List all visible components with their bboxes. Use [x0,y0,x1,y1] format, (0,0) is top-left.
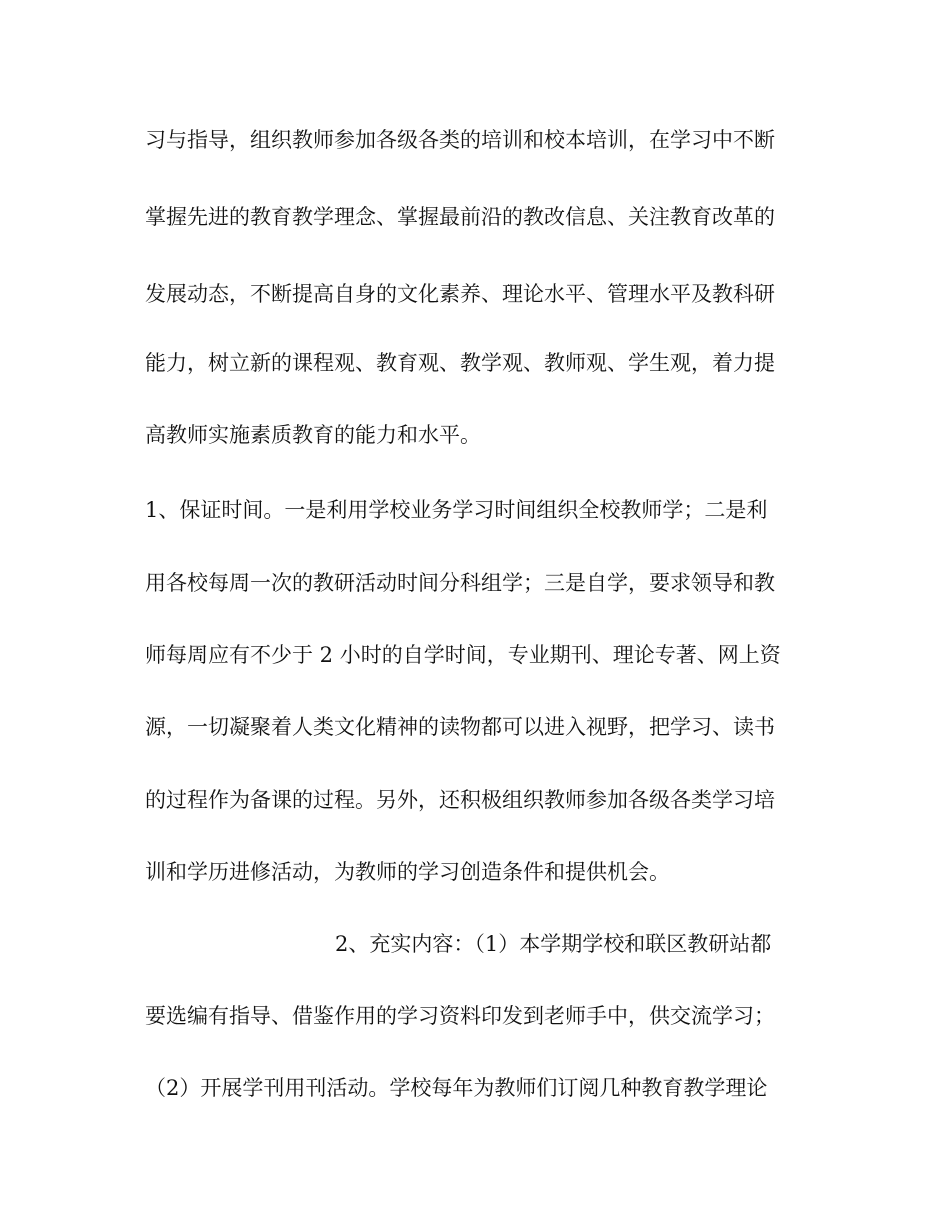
paragraph-line: 1、保证时间。一是利用学校业务学习时间组织全校教师学；二是利 [145,498,768,522]
paragraph-line: 要选编有指导、借鉴作用的学习资料印发到老师手中，供交流学习； [145,1004,775,1028]
paragraph-line: 高教师实施素质教育的能力和水平。 [145,423,481,447]
paragraph-line: 用各校每周一次的教研活动时间分科组学；三是自学，要求领导和教 [145,571,775,595]
paragraph-line-indented: 2、充实内容：（1）本学期学校和联区教研站都 [335,932,772,956]
paragraph-line: 训和学历进修活动，为教师的学习创造条件和提供机会。 [145,860,670,884]
paragraph-line: 发展动态，不断提高自身的文化素养、理论水平、管理水平及教科研 [145,282,775,306]
paragraph-line: （2）开展学刊用刊活动。学校每年为教师们订阅几种教育教学理论 [145,1076,768,1100]
paragraph-line: 能力，树立新的课程观、教育观、教学观、教师观、学生观，着力提 [145,351,775,375]
paragraph-line: 的过程作为备课的过程。另外，还积极组织教师参加各级各类学习培 [145,788,775,812]
paragraph-line: 师每周应有不少于 2 小时的自学时间，专业期刊、理论专著、网上资 [145,643,781,667]
paragraph-line: 习与指导，组织教师参加各级各类的培训和校本培训，在学习中不断 [145,128,775,152]
paragraph-line: 掌握先进的教育教学理念、掌握最前沿的教改信息、关注教育改革的 [145,205,775,229]
paragraph-line: 源，一切凝聚着人类文化精神的读物都可以进入视野，把学习、读书 [145,715,775,739]
